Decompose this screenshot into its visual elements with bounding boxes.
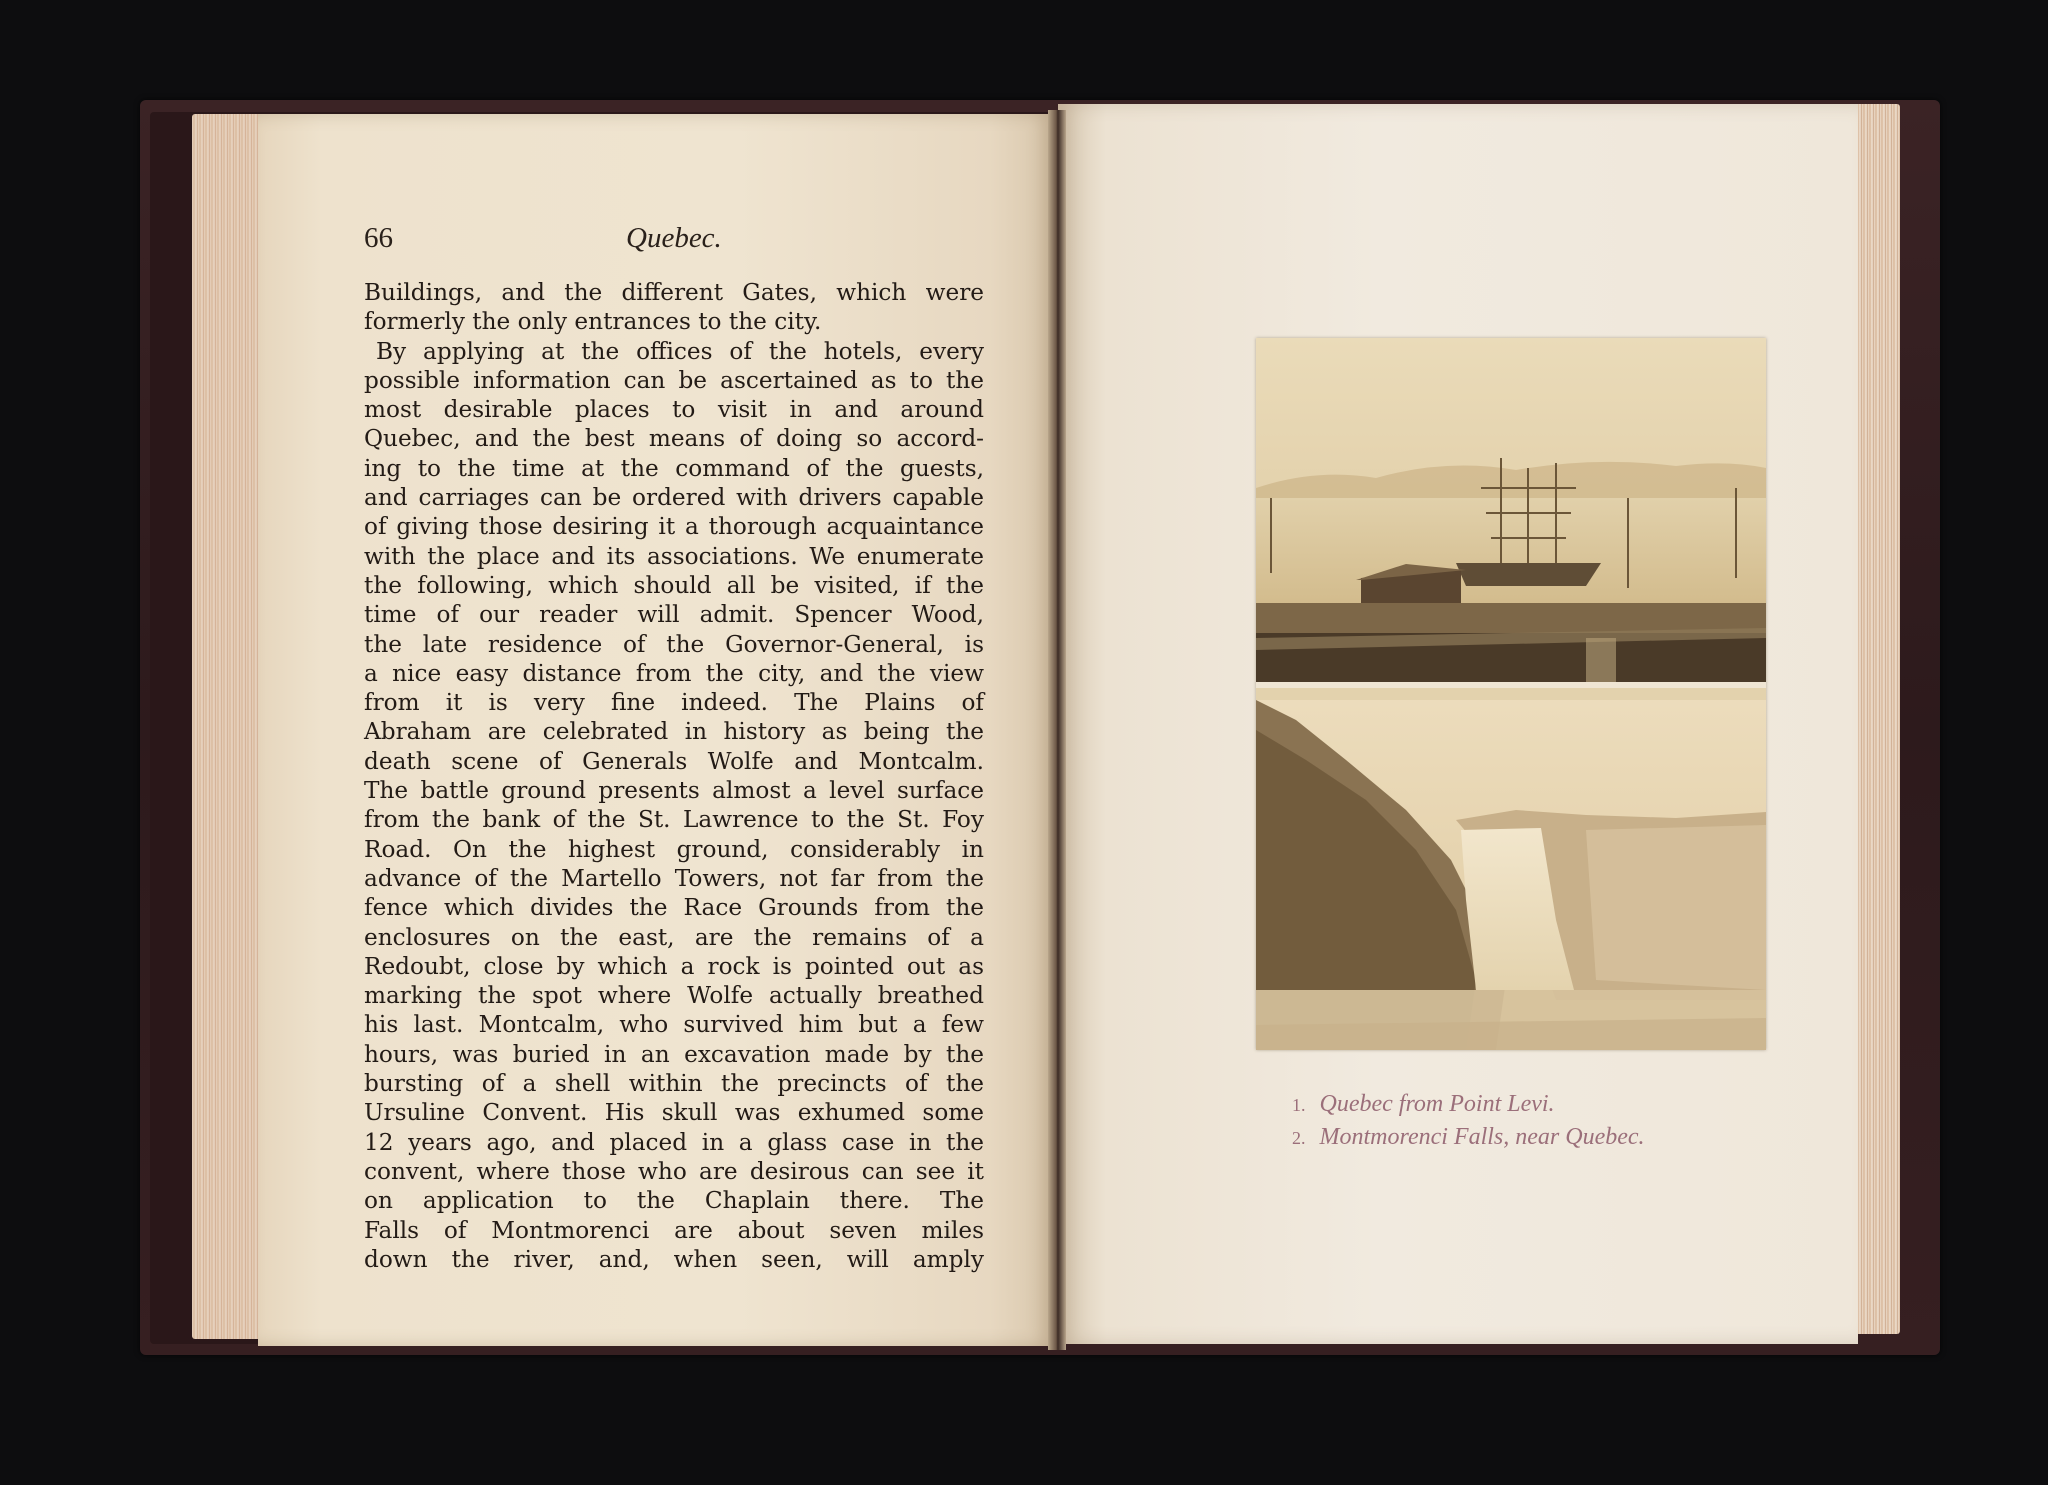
- text-line: on application to the Chaplain there. The: [364, 1187, 984, 1215]
- text-line: Abraham are celebrated in history as being the: [364, 718, 984, 746]
- text-line: fence which divides the Race Grounds from the: [364, 894, 984, 922]
- photo-quebec-harbour: [1256, 338, 1766, 688]
- photo-captions: [1292, 1088, 1712, 1154]
- text-line: The battle ground presents almost a level surface: [364, 777, 984, 805]
- text-line: advance of the Martello Towers, not far from the: [364, 864, 984, 892]
- text-line: the late residence of the Governor-General, is: [364, 630, 984, 658]
- text-line: formerly the only entrances to the city.: [364, 308, 822, 336]
- caption-number: 2.: [1292, 1128, 1306, 1148]
- text-line: down the river, and, when seen, will amply: [364, 1245, 984, 1273]
- text-line: and carriages can be ordered with drivers capable: [364, 484, 984, 512]
- text-line: a nice easy distance from the city, and the view: [364, 659, 984, 687]
- photo-plate: [1256, 338, 1766, 1050]
- text-line: Buildings, and the different Gates, which were: [364, 279, 984, 306]
- body-text: [364, 278, 984, 1274]
- caption-1: [1292, 1088, 1712, 1121]
- caption-text: Quebec from Point Levi.: [1319, 1091, 1555, 1117]
- text-line: from the bank of the St. Lawrence to the St. Foy: [364, 806, 984, 834]
- text-line: 12 years ago, and placed in a glass case in the: [364, 1128, 984, 1156]
- page-number: 66: [364, 222, 393, 254]
- text-line: convent, where those who are desirous can see it: [364, 1157, 984, 1185]
- text-line: the following, which should all be visited, if the: [364, 571, 984, 599]
- caption-number: 1.: [1292, 1095, 1306, 1115]
- caption-2: [1292, 1121, 1712, 1154]
- book-gutter: [1048, 110, 1066, 1350]
- text-line: from it is very fine indeed. The Plains of: [364, 689, 984, 717]
- text-line: Road. On the highest ground, considerably in: [364, 835, 984, 863]
- text-line: of giving those desiring it a thorough acquaintance: [364, 513, 984, 541]
- text-line: marking the spot where Wolfe actually breathed: [364, 982, 984, 1010]
- text-line: Redoubt, close by which a rock is pointed out as: [364, 952, 984, 980]
- photo-montmorenci-falls: [1256, 700, 1766, 1050]
- text-line: time of our reader will admit. Spencer Wood,: [364, 601, 984, 629]
- running-head: [364, 222, 722, 262]
- text-line: Quebec, and the best means of doing so accord-: [364, 425, 984, 453]
- text-line: enclosures on the east, are the remains of a: [364, 923, 984, 951]
- text-line: his last. Montcalm, who survived him but a few: [364, 1011, 984, 1039]
- text-line: ing to the time at the command of the guests,: [364, 454, 984, 482]
- running-title: Quebec.: [626, 222, 722, 254]
- text-line: most desirable places to visit in and around: [364, 396, 984, 424]
- text-line: Ursuline Convent. His skull was exhumed some: [364, 1099, 984, 1127]
- text-line: Falls of Montmorenci are about seven miles: [364, 1216, 984, 1244]
- text-line: possible information can be ascertained as to the: [364, 366, 984, 394]
- text-line: with the place and its associations. We enumerate: [364, 542, 984, 570]
- text-line: death scene of Generals Wolfe and Montcalm.: [364, 747, 984, 775]
- caption-text: Montmorenci Falls, near Quebec.: [1319, 1124, 1645, 1150]
- text-line: By applying at the offices of the hotels, every: [376, 337, 984, 365]
- text-line: bursting of a shell within the precincts of the: [364, 1070, 984, 1098]
- text-line: hours, was buried in an excavation made by the: [364, 1040, 984, 1068]
